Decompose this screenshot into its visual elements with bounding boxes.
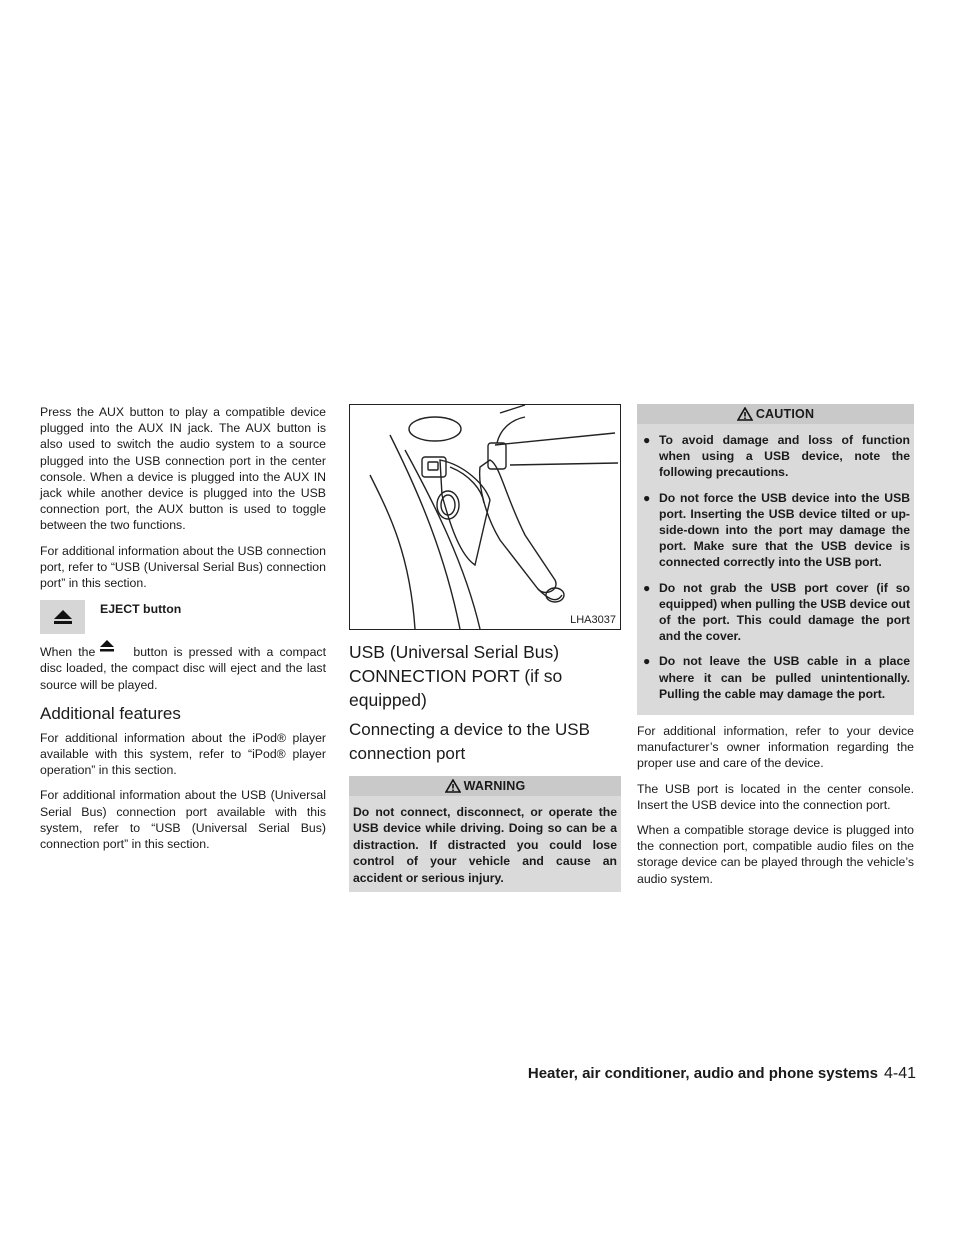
bullet-icon: ● bbox=[643, 654, 651, 669]
eject-button-label: EJECT button bbox=[100, 602, 182, 617]
bullet-icon: ● bbox=[643, 433, 651, 447]
usb-section-heading bbox=[349, 640, 621, 712]
usb-port-illustration bbox=[349, 404, 621, 630]
figure-code: LHA3037 bbox=[570, 613, 616, 626]
ipod-reference-paragraph: For additional information about the iPod® player available with this system, refer to “iPod® player operation” in this section. bbox=[40, 730, 326, 778]
connecting-heading-line-2: connection port bbox=[349, 744, 466, 763]
warning-triangle-icon bbox=[445, 779, 461, 793]
usb-port-reference-paragraph: For additional information about the USB (Universal Serial Bus) connection port available with this system, refer to “USB (Universal Serial Bus) connection port” in this section. bbox=[40, 788, 326, 852]
warning-triangle-icon bbox=[737, 407, 753, 421]
additional-features-heading: Additional features bbox=[40, 703, 181, 723]
bullet-icon: ● bbox=[643, 490, 651, 505]
caution-header bbox=[637, 404, 914, 424]
aux-paragraph: Press the AUX button to play a compatible device plugged into the AUX IN jack. The AUX button is also used to switch the audio system to a source plugged into the USB connection port in the center console. When a device is plugged into the AUX IN jack while another device is plugged into the USB connection port, the AUX button is used to toggle between the two functions. bbox=[40, 405, 326, 533]
caution-item-text: Do not grab the USB port cover (if so equipped) when pulling the USB device out of the port. This could damage the port and the cover. bbox=[659, 580, 910, 644]
usb-heading-line-1: USB (Universal Serial Bus) bbox=[349, 642, 560, 662]
bullet-icon: ● bbox=[643, 580, 651, 595]
warning-box bbox=[349, 776, 621, 892]
usb-heading-line-2: CONNECTION PORT (if so equipped) bbox=[349, 666, 563, 710]
caution-title: CAUTION bbox=[755, 406, 815, 421]
caution-item bbox=[641, 653, 910, 702]
eject-paragraph bbox=[40, 644, 326, 693]
eject-button-heading bbox=[40, 600, 326, 634]
manufacturer-info-paragraph: For additional information, refer to your device manufacturer’s owner information regarding the proper use and care of the device. bbox=[637, 724, 914, 771]
warning-title: WARNING bbox=[463, 778, 526, 793]
page-number: 4-41 bbox=[883, 1065, 916, 1082]
column-middle bbox=[349, 404, 621, 892]
eject-icon bbox=[53, 609, 73, 625]
page-footer bbox=[526, 1065, 916, 1083]
eject-text-before: When the bbox=[40, 645, 96, 660]
footer-section-title: Heater, air conditioner, audio and phone systems bbox=[527, 1065, 878, 1082]
center-console-drawing bbox=[350, 405, 620, 629]
storage-device-paragraph: When a compatible storage device is plugged into the connection port, compatible audio files on the storage device can be played through the vehicle’s audio system. bbox=[637, 823, 914, 886]
caution-item bbox=[641, 580, 910, 645]
caution-list bbox=[637, 424, 914, 715]
usb-location-paragraph: The USB port is located in the center console. Insert the USB device into the connection port. bbox=[637, 781, 914, 812]
caution-item bbox=[641, 432, 910, 481]
warning-text: Do not connect, disconnect, or operate the USB device while driving. Doing so can be a distraction. If distracted you could lose control of your vehicle and cause an accident or serious injury. bbox=[353, 805, 617, 885]
eject-icon bbox=[99, 639, 115, 653]
column-right bbox=[637, 404, 914, 896]
caution-box bbox=[637, 404, 914, 715]
caution-item-text: Do not leave the USB cable in a place where it can be pulled unintentionally. Pulling the cable may damage the port. bbox=[659, 654, 910, 701]
caution-item-text: To avoid damage and loss of function when using a USB device, note the following precautions. bbox=[659, 433, 910, 480]
caution-item bbox=[641, 490, 910, 571]
connecting-device-heading bbox=[349, 718, 621, 766]
column-left bbox=[40, 404, 326, 861]
usb-reference-paragraph: For additional information about the USB connection port, refer to “USB (Universal Serial Bus) connection port” in this section. bbox=[40, 543, 326, 591]
eject-button-graphic bbox=[40, 600, 85, 634]
eject-text-after: button is pressed with a compact disc loaded, the compact disc will eject and the last source will be played. bbox=[40, 645, 326, 692]
warning-header bbox=[349, 776, 621, 796]
caution-item-text: Do not force the USB device into the USB port. Inserting the USB device tilted or up-side-down into the port may damage the port. Make sure that the USB device is connected correctly into the USB port. bbox=[659, 490, 910, 570]
connecting-heading-line-1: Connecting a device to the USB bbox=[349, 720, 590, 739]
